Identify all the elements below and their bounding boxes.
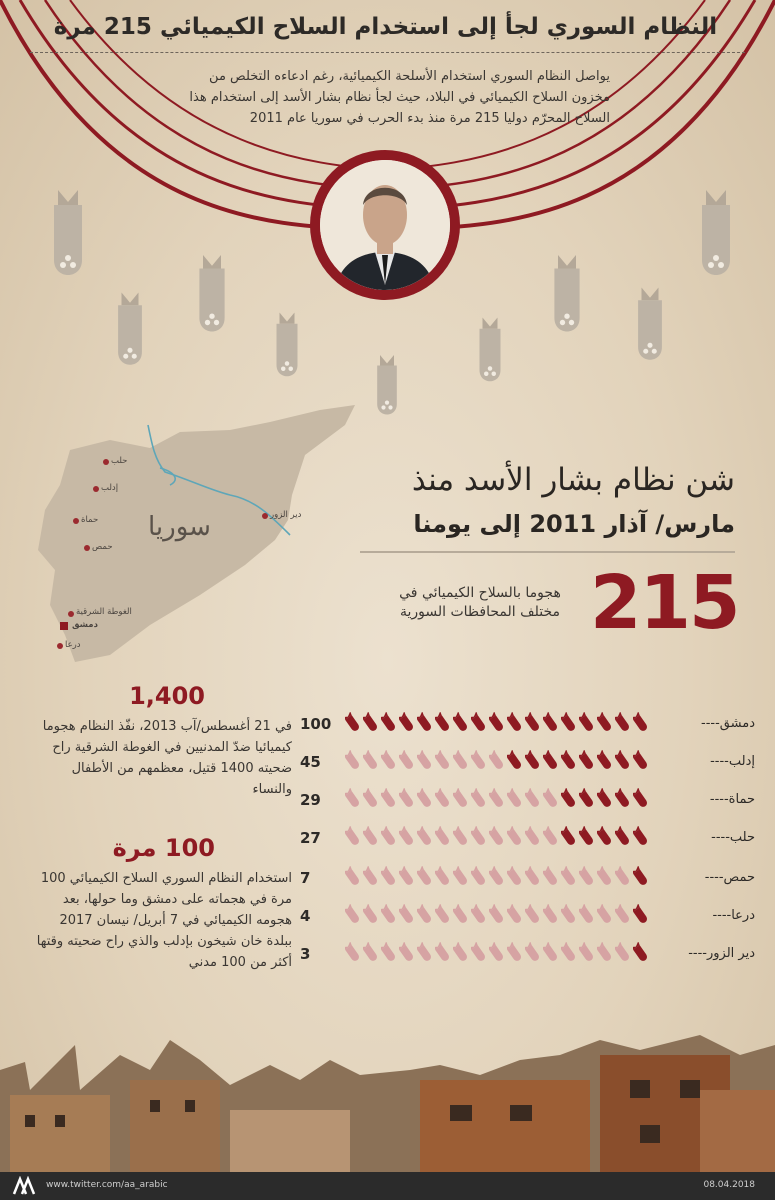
bomb-icon-empty bbox=[363, 826, 380, 850]
bomb-icon-empty bbox=[543, 942, 560, 966]
bomb-icon-empty bbox=[525, 788, 542, 812]
bomb-icon-filled bbox=[579, 750, 596, 774]
bomb-icon-filled bbox=[543, 712, 560, 736]
bomb-icon-empty bbox=[597, 942, 614, 966]
bomb-icon-empty bbox=[435, 942, 452, 966]
bomb-icon-empty bbox=[345, 866, 362, 890]
bomb-icon-empty bbox=[489, 866, 506, 890]
stat2-number: 100 مرة bbox=[112, 834, 215, 862]
bomb-icon-empty bbox=[471, 942, 488, 966]
city-label-hama: حماة bbox=[81, 515, 99, 525]
bomb-icon-filled bbox=[399, 712, 416, 736]
bomb-icon-empty bbox=[489, 788, 506, 812]
chart-row-bombs bbox=[345, 942, 660, 966]
bomb-icon-empty bbox=[579, 942, 596, 966]
city-marker bbox=[262, 513, 268, 519]
bomb-icon-empty bbox=[399, 750, 416, 774]
bomb-icon-filled bbox=[633, 904, 650, 928]
bomb-icon-empty bbox=[417, 750, 434, 774]
bomb-icon-empty bbox=[381, 942, 398, 966]
intro-paragraph: يواصل النظام السوري استخدام الأسلحة الكيميائية، رغم ادعاءه التخلص من مخزون السلاح الكيميائي في البلاد، حيث لجأ نظام بشار الأسد إلى استخدام هذا السلاح المحرّم دوليا 215 مرة منذ بدء الحرب في سوريا عام 2011 bbox=[189, 69, 610, 126]
bomb-icon-filled bbox=[381, 712, 398, 736]
bomb-icon-empty bbox=[453, 904, 470, 928]
bomb-icon-empty bbox=[417, 788, 434, 812]
bomb-icon-empty bbox=[597, 904, 614, 928]
bomb-icon-empty bbox=[363, 788, 380, 812]
bomb-icon-empty bbox=[615, 904, 632, 928]
bomb-icon-filled bbox=[633, 750, 650, 774]
map-country-label: سوريا bbox=[148, 512, 211, 542]
bomb-icon-filled bbox=[489, 712, 506, 736]
bomb-icon-filled bbox=[525, 750, 542, 774]
bomb-icon-empty bbox=[345, 788, 362, 812]
city-label-homs: حمص bbox=[92, 542, 113, 552]
bomb-icon-filled bbox=[453, 712, 470, 736]
bomb-icon-empty bbox=[363, 904, 380, 928]
bomb-icon-empty bbox=[381, 788, 398, 812]
bomb-icon-empty bbox=[471, 788, 488, 812]
bomb-icon-empty bbox=[381, 750, 398, 774]
bomb-icon-empty bbox=[417, 826, 434, 850]
bomb-icon-empty bbox=[471, 826, 488, 850]
headline-divider bbox=[360, 551, 735, 553]
bomb-icon-empty bbox=[525, 942, 542, 966]
chart-row-label: حلب---- bbox=[711, 830, 755, 845]
stat1-number: 1,400 bbox=[129, 682, 205, 710]
bomb-icon-empty bbox=[579, 904, 596, 928]
bomb-icon-empty bbox=[489, 942, 506, 966]
headline: شن نظام بشار الأسد منذ bbox=[411, 462, 735, 498]
bomb-icon-empty bbox=[543, 826, 560, 850]
total-attacks-number: 215 bbox=[590, 560, 739, 646]
bomb-icon-empty bbox=[399, 788, 416, 812]
bomb-icon-empty bbox=[417, 904, 434, 928]
bomb-icon-filled bbox=[417, 712, 434, 736]
chart-row-value: 45 bbox=[300, 753, 321, 771]
city-label-ghouta: الغوطة الشرقية bbox=[76, 607, 132, 617]
bomb-icon-filled bbox=[561, 826, 578, 850]
footer-date: 08.04.2018 bbox=[703, 1180, 755, 1190]
bomb-icon-filled bbox=[615, 750, 632, 774]
title-divider bbox=[30, 52, 745, 53]
bomb-icon-empty bbox=[561, 942, 578, 966]
stat1-text: في 21 أغسطس/آب 2013، نفّذ النظام هجوما كيميائيا ضدّ المدنيين في الغوطة الشرقية راح ضحيته 1400 قتيل، معظمهم من الأطفال والنساء bbox=[42, 719, 292, 797]
stat2-text: استخدام النظام السوري السلاح الكيميائي 100 مرة في هجماته على دمشق وما حولها، بعد هجومه الكيميائي في 7 أبريل/ نيسان 2017 ببلدة خان شيخون بإدلب والذي راح ضحيته وقتها أكثر من 100 مدني bbox=[36, 871, 292, 970]
bomb-icon-empty bbox=[453, 750, 470, 774]
chart-row-bombs bbox=[345, 750, 660, 774]
bomb-icon-empty bbox=[345, 826, 362, 850]
bomb-icon-empty bbox=[399, 942, 416, 966]
chart-row-value: 100 bbox=[300, 715, 332, 733]
chart-row-bombs bbox=[345, 826, 660, 850]
bomb-icon-empty bbox=[435, 788, 452, 812]
city-marker bbox=[57, 643, 63, 649]
bomb-icon-empty bbox=[399, 904, 416, 928]
bomb-icon-filled bbox=[615, 712, 632, 736]
bomb-icon-filled bbox=[363, 712, 380, 736]
bomb-icon-filled bbox=[543, 750, 560, 774]
bomb-icon-empty bbox=[435, 866, 452, 890]
bomb-icon-empty bbox=[471, 904, 488, 928]
bomb-icon-empty bbox=[399, 866, 416, 890]
total-attacks-description: هجوما بالسلاح الكيميائي في مختلف المحافظات السورية bbox=[399, 585, 561, 620]
chart-row-value: 27 bbox=[300, 829, 321, 847]
bomb-icon-filled bbox=[597, 750, 614, 774]
bomb-icon-filled bbox=[525, 712, 542, 736]
bomb-icon-empty bbox=[615, 866, 632, 890]
bomb-icon-empty bbox=[345, 904, 362, 928]
chart-row-bombs bbox=[345, 866, 660, 890]
bomb-icon-empty bbox=[543, 904, 560, 928]
chart-row-label: دير الزور---- bbox=[688, 946, 755, 961]
bomb-icon-empty bbox=[507, 904, 524, 928]
bomb-icon-empty bbox=[543, 866, 560, 890]
city-marker bbox=[84, 545, 90, 551]
city-label-deir-ez-zor: دير الزور bbox=[270, 510, 302, 520]
bomb-icon-empty bbox=[363, 866, 380, 890]
bomb-icon-empty bbox=[381, 866, 398, 890]
bomb-icon-filled bbox=[633, 826, 650, 850]
bomb-icon-empty bbox=[345, 750, 362, 774]
city-marker bbox=[68, 611, 74, 617]
bomb-icon-empty bbox=[597, 866, 614, 890]
chart-row-label: حماة---- bbox=[709, 792, 755, 807]
bomb-icon-empty bbox=[471, 750, 488, 774]
footer-url[interactable]: www.twitter.com/aa_arabic bbox=[46, 1180, 168, 1190]
bomb-icon-filled bbox=[633, 712, 650, 736]
bomb-icon-empty bbox=[435, 904, 452, 928]
bomb-icon-empty bbox=[507, 788, 524, 812]
bomb-icon-empty bbox=[543, 788, 560, 812]
bomb-icon-empty bbox=[453, 826, 470, 850]
city-marker bbox=[103, 459, 109, 465]
bomb-icon-empty bbox=[489, 904, 506, 928]
falling-bombs bbox=[0, 180, 775, 430]
bomb-icon-filled bbox=[597, 712, 614, 736]
bomb-icon-empty bbox=[435, 750, 452, 774]
bomb-icon-filled bbox=[561, 750, 578, 774]
bomb-icon-empty bbox=[453, 866, 470, 890]
bomb-icon-empty bbox=[453, 942, 470, 966]
bomb-icon-empty bbox=[381, 826, 398, 850]
bomb-icon-filled bbox=[597, 826, 614, 850]
chart-row-value: 7 bbox=[300, 869, 311, 887]
bomb-icon-empty bbox=[525, 866, 542, 890]
sub-headline: مارس/ آذار 2011 إلى يومنا bbox=[413, 510, 735, 538]
bomb-icon-filled bbox=[435, 712, 452, 736]
bomb-icon-empty bbox=[345, 942, 362, 966]
bomb-icon-filled bbox=[345, 712, 362, 736]
bomb-icon-empty bbox=[435, 826, 452, 850]
capital-marker bbox=[60, 622, 68, 630]
chart-row-value: 4 bbox=[300, 907, 311, 925]
bomb-icon-empty bbox=[417, 942, 434, 966]
bomb-icon-empty bbox=[489, 826, 506, 850]
bomb-icon-empty bbox=[525, 826, 542, 850]
agency-logo bbox=[12, 1176, 38, 1196]
chart-row-value: 29 bbox=[300, 791, 321, 809]
bomb-icon-filled bbox=[579, 826, 596, 850]
bomb-icon-filled bbox=[471, 712, 488, 736]
city-marker bbox=[73, 518, 79, 524]
city-marker bbox=[93, 486, 99, 492]
chart-row-bombs bbox=[345, 904, 660, 928]
bomb-icon-filled bbox=[597, 788, 614, 812]
bomb-icon-empty bbox=[471, 866, 488, 890]
bomb-icon-empty bbox=[561, 866, 578, 890]
city-label-daraa: درعا bbox=[65, 640, 81, 650]
chart-row-label: درعا---- bbox=[712, 908, 755, 923]
bomb-icon-empty bbox=[417, 866, 434, 890]
bomb-icon-empty bbox=[507, 826, 524, 850]
bomb-icon-filled bbox=[615, 788, 632, 812]
chart-row-bombs bbox=[345, 788, 660, 812]
bomb-icon-empty bbox=[615, 942, 632, 966]
city-label-damascus: دمشق bbox=[72, 620, 98, 630]
bomb-icon-filled bbox=[633, 788, 650, 812]
bomb-icon-filled bbox=[561, 712, 578, 736]
bomb-icon-filled bbox=[633, 942, 650, 966]
bomb-icon-filled bbox=[507, 750, 524, 774]
ruined-city-skyline bbox=[0, 1000, 775, 1172]
bomb-icon-empty bbox=[363, 942, 380, 966]
bomb-icon-filled bbox=[507, 712, 524, 736]
bomb-icon-empty bbox=[399, 826, 416, 850]
chart-row-label: إدلب---- bbox=[710, 754, 755, 769]
bomb-icon-empty bbox=[363, 750, 380, 774]
bomb-icon-empty bbox=[579, 866, 596, 890]
bomb-icon-filled bbox=[561, 788, 578, 812]
chart-row-label: حمص---- bbox=[704, 870, 755, 885]
bomb-icon-empty bbox=[381, 904, 398, 928]
bomb-icon-empty bbox=[507, 942, 524, 966]
bomb-icon-empty bbox=[489, 750, 506, 774]
page-title: النظام السوري لجأ إلى استخدام السلاح الكيميائي 215 مرة bbox=[53, 14, 718, 40]
bomb-icon-empty bbox=[453, 788, 470, 812]
bomb-icon-filled bbox=[579, 788, 596, 812]
chart-row-bombs bbox=[345, 712, 660, 736]
bomb-icon-filled bbox=[615, 826, 632, 850]
bomb-icon-empty bbox=[507, 866, 524, 890]
bomb-icon-filled bbox=[579, 712, 596, 736]
chart-row-label: دمشق---- bbox=[701, 716, 755, 731]
city-label-aleppo: حلب bbox=[111, 456, 128, 466]
bomb-icon-empty bbox=[525, 904, 542, 928]
chart-row-value: 3 bbox=[300, 945, 311, 963]
city-label-idlib: إدلب bbox=[101, 483, 119, 493]
bomb-icon-filled bbox=[633, 866, 650, 890]
bomb-icon-empty bbox=[561, 904, 578, 928]
